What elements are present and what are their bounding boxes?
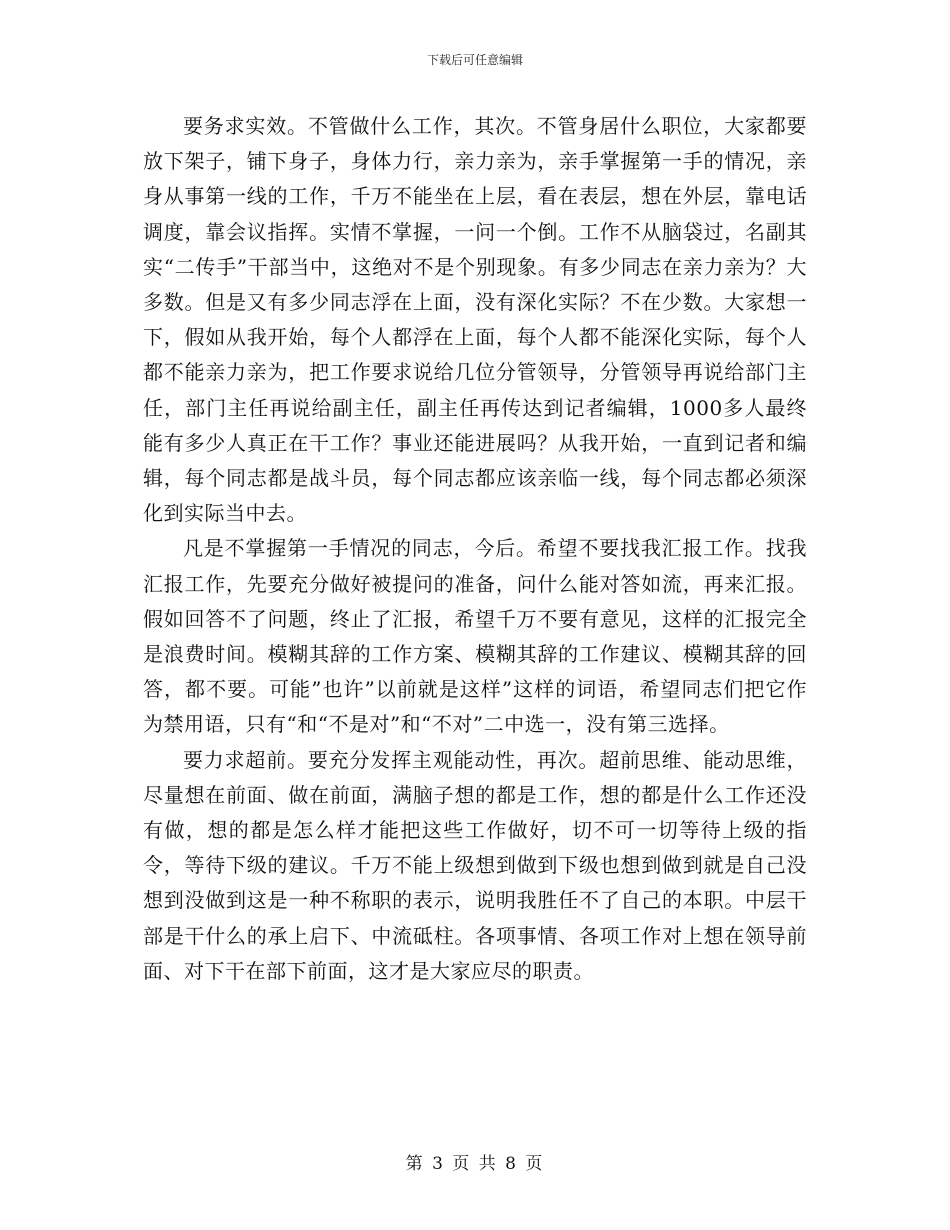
paragraph-1: 要务求实效。不管做什么工作，其次。不管身居什么职位，大家都要放下架子，铺下身子，身体力行，亲力亲为，亲手掌握第一手的情况，亲身从事第一线的工作，千万不能坐在上层，看在表层，想在外层，靠电话调度，靠会议指挥。实情不掌握，一问一个倒。工作不从脑袋过，名副其实“二传手”干部当中，这绝对不是个别现象。有多少同志在亲力亲为？大多数。但是又有多少同志浮在上面，没有深化实际？不在少数。大家想一下，假如从我开始，每个人都浮在上面，每个人都不能深化实际，每个人都不能亲力亲为，把工作要求说给几位分管领导，分管领导再说给部门主任，部门主任再说给副主任，副主任再传达到记者编辑，1000多人最终能有多少人真正在干工作？事业还能进展吗？从我开始，一直到记者和编辑，每个同志都是战斗员，每个同志都应该亲临一线，每个同志都必须深化到实际当中去。 [143, 114, 807, 526]
page-number: 第 3 页 共 8 页 [405, 1154, 545, 1174]
paragraph-2: 凡是不掌握第一手情况的同志，今后。希望不要找我汇报工作。找我汇报工作，先要充分做好被提问的准备，问什么能对答如流，再来汇报。假如回答不了问题，终止了汇报，希望千万不要有意见，这样的汇报完全是浪费时间。模糊其辞的工作方案、模糊其辞的工作建议、模糊其辞的回答，都不要。可能”也许”以前就是这样”这样的词语，希望同志们把它作为禁用语，只有“和“不是对”和“不对”二中选一，没有第三选择。 [143, 536, 807, 737]
document-body [143, 109, 807, 989]
paragraph-3: 要力求超前。要充分发挥主观能动性，再次。超前思维、能动思维，尽量想在前面、做在前面，满脑子想的都是工作，想的都是什么工作还没有做，想的都是怎么样才能把这些工作做好，切不可一切等待上级的指令，等待下级的建议。千万不能上级想到做到下级也想到做到就是自己没想到没做到这是一种不称职的表示，说明我胜任不了自己的本职。中层干部是干什么的承上启下、中流砥柱。各项事情、各项工作对上想在领导前面、对下干在部下前面，这才是大家应尽的职责。 [143, 747, 807, 983]
page-header: 下载后可任意编辑 [426, 53, 523, 67]
